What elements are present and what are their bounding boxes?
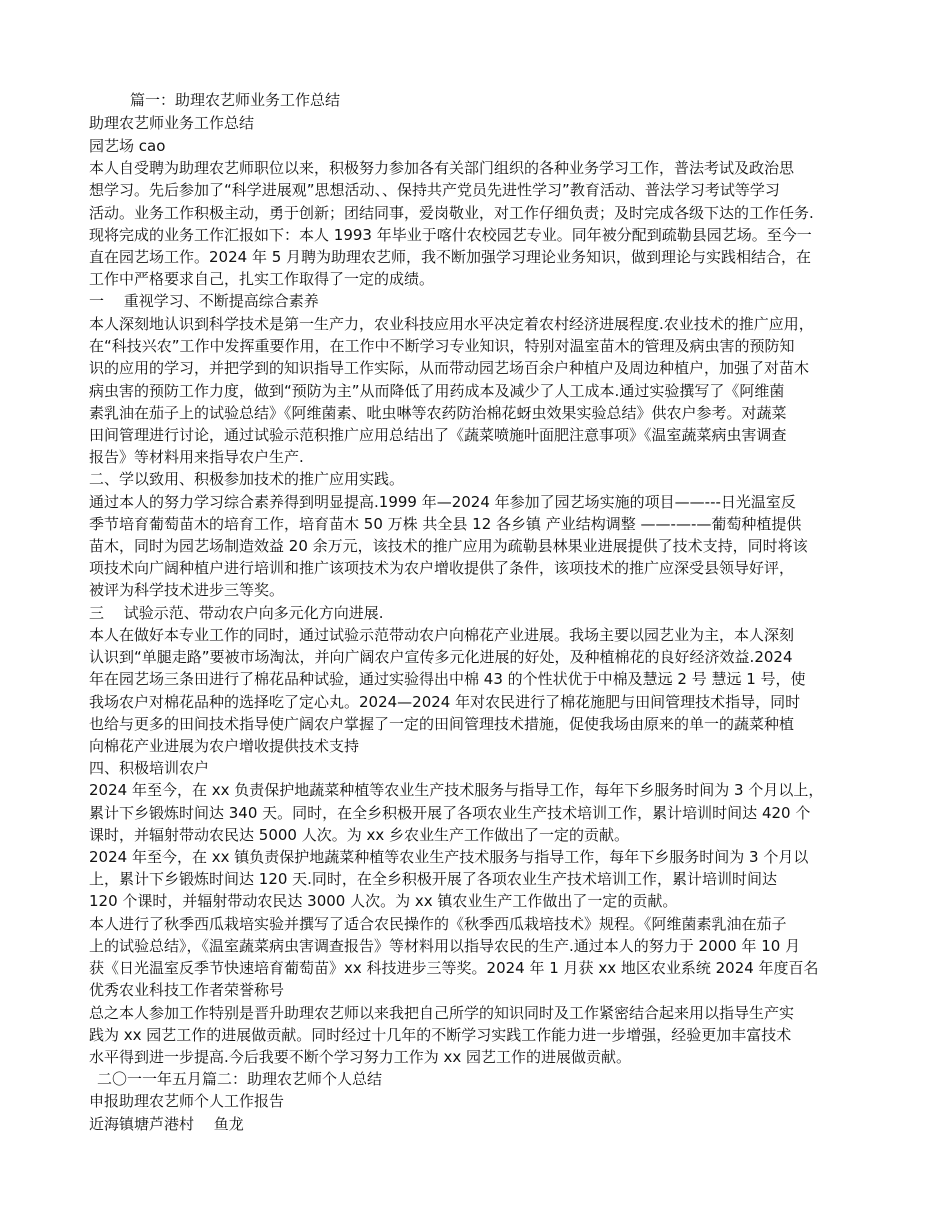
doc-line: 被评为科学技术进步三等奖。: [89, 581, 285, 599]
doc-line: 工作中严格要求自己，扎实工作取得了一定的成绩。: [89, 270, 435, 288]
doc-line: 现将完成的业务工作汇报如下：本人 1993 年毕业于喀什农校园艺专业。同年被分配到疏勒县园艺场。至今一: [89, 226, 812, 244]
doc-line: 报告》等材料用来指导农户生产.: [89, 448, 304, 466]
doc-line: 直在园艺场工作。2024 年 5 月聘为助理农艺师，我不断加强学习理论业务知识，做到理论与实践相结合，在: [89, 248, 812, 266]
doc-line: 本人自受聘为助理农艺师职位以来，积极努力参加各有关部门组织的各种业务学习工作，普法考试及政治思: [89, 159, 795, 177]
doc-line: 水平得到进一步提高.今后我要不断个学习努力工作为 xx 园艺工作的进展做贡献。: [89, 1048, 632, 1066]
section-heading: 三 试验示范、带动农户向多元化方向进展.: [89, 604, 384, 622]
doc-line: 苗木，同时为园艺场制造效益 20 余万元，该技术的推广应用为疏勒县林果业进展提供了技术支持，同时将该: [89, 537, 808, 555]
doc-line: 也给与更多的田间技术指导使广阔农户掌握了一定的田间管理技术措施，促使我场由原来的单一的蔬菜种植: [89, 715, 795, 733]
doc-line: 病虫害的预防工作力度，做到“预防为主”从而降低了用药成本及减少了人工成本.通过实验撰写了《阿维菌: [89, 382, 785, 400]
doc-line: 累计下乡锻炼时间达 340 天。同时，在全乡积极开展了各项农业生产技术培训工作，累计培训时间达 420 个: [89, 804, 811, 822]
doc-line: 上，累计下乡锻炼时间达 120 天.同时，在全乡积极开展了各项农业生产技术培训工作，累计培训时间达: [89, 870, 777, 888]
doc-line: 项技术向广阔种植户进行培训和推广该项技术为农户增收提供了条件，该项技术的推广应深受县领导好评，: [89, 559, 795, 577]
section-heading: 四、积极培训农户: [89, 759, 210, 777]
doc-line: 我场农户对棉花品种的选择吃了定心丸。2024—2024 年对农民进行了棉花施肥与田间管理技术指导，同时: [89, 693, 801, 711]
doc-author: 园艺场 cao: [89, 137, 166, 155]
doc-line: 总之本人参加工作特别是晋升助理农艺师以来我把自己所学的知识同时及工作紧密结合起来用以指导生产实: [89, 1004, 795, 1022]
doc-line: 活动。业务工作积极主动，勇于创新；团结同事，爱岗敬业，对工作仔细负责；及时完成各级下达的工作任务.: [89, 204, 814, 222]
doc-line: 优秀农业科技工作者荣誉称号: [89, 981, 285, 999]
report-title: 申报助理农艺师个人工作报告: [89, 1092, 285, 1110]
doc-line: 120 个课时，并辐射带动农民达 3000 人次。为 xx 镇农业生产工作做出了一定的贡献。: [89, 892, 678, 910]
section-heading: 一 重视学习、不断提高综合素养: [89, 292, 319, 310]
doc-line: 上的试验总结》，《温室蔬菜病虫害调查报告》等材料用以指导农民的生产.通过本人的努力于 2000 年 10 月: [89, 937, 801, 955]
doc-line: 2024 年至今，在 xx 镇负责保护地蔬菜种植等农业生产技术服务与指导工作，每年下乡服务时间为 3 个月以: [89, 848, 809, 866]
doc-line: 年在园艺场三条田进行了棉花品种试验，通过实验得出中棉 43 的个性状优于中棉及慧远 2 号 慧远 1 号，使: [89, 670, 806, 688]
doc-heading: 篇一：助理农艺师业务工作总结: [130, 91, 341, 109]
doc-line: 本人进行了秋季西瓜栽培实验并撰写了适合农民操作的《秋季西瓜栽培技术》规程。《阿维菌素乳油在茄子: [89, 915, 787, 933]
doc-line: 向棉花产业进展为农户增收提供技术支持: [89, 737, 360, 755]
doc-line: 识的应用的学习，并把学到的知识指导工作实际，从而带动园艺场百余户种植户及周边种植户，加强了对苗木: [89, 359, 810, 377]
report-author: 近海镇塘芦港村 鱼龙: [89, 1115, 244, 1133]
doc-line: 想学习。先后参加了“科学进展观”思想活动、、保持共产党员先进性学习”教育活动、普法学习考试等学习: [89, 181, 780, 199]
doc-title: 助理农艺师业务工作总结: [89, 114, 255, 132]
doc-line: 2024 年至今，在 xx 负责保护地蔬菜种植等农业生产技术服务与指导工作，每年下乡服务时间为 3 个月以上，: [89, 781, 824, 799]
doc-line: 田间管理进行讨论，通过试验示范积推广应用总结出了《蔬菜喷施叶面肥注意事项》《温室蔬菜病虫害调查: [89, 426, 787, 444]
doc-line: 践为 xx 园艺工作的进展做贡献。同时经过十几年的不断学习实践工作能力进一步增强，经验更加丰富技术: [89, 1026, 792, 1044]
section-heading: 二、学以致用、积极参加技术的推广应用实践。: [89, 470, 405, 488]
doc-line: 季节培育葡萄苗木的培育工作，培育苗木 50 万株 共全县 12 各乡镇 产业结构调整 ——-—-—葡萄种植提供: [89, 515, 802, 533]
doc-line: 素乳油在茄子上的试验总结》《阿维菌素、吡虫啉等农药防治棉花蚜虫效果实验总结》供农户参考。对蔬菜: [89, 404, 787, 422]
date-and-next-heading: 二〇一一年五月篇二：助理农艺师个人总结: [97, 1070, 383, 1088]
doc-line: 本人深刻地认识到科学技术是第一生产力，农业科技应用水平决定着农村经济进展程度.农业技术的推广应用，: [89, 315, 814, 333]
doc-line: 本人在做好本专业工作的同时，通过试验示范带动农户向棉花产业进展。我场主要以园艺业为主，本人深刻: [89, 626, 795, 644]
doc-line: 在“科技兴农”工作中发挥重要作用，在工作中不断学习专业知识，特别对温室苗木的管理及病虫害的预防知: [89, 337, 795, 355]
doc-line: 认识到“单腿走路”要被市场淘汰，并向广阔农户宣传多元化进展的好处，及种植棉花的良好经济效益.2024: [89, 648, 793, 666]
doc-line: 通过本人的努力学习综合素养得到明显提高.1999 年—2024 年参加了园艺场实施的项目——---日光温室反: [89, 493, 796, 511]
doc-line: 获《日光温室反季节快速培育葡萄苗》xx 科技进步三等奖。2024 年 1 月获 xx 地区农业系统 2024 年度百名: [89, 959, 819, 977]
doc-line: 课时，并辐射带动农民达 5000 人次。为 xx 乡农业生产工作做出了一定的贡献。: [89, 826, 630, 844]
